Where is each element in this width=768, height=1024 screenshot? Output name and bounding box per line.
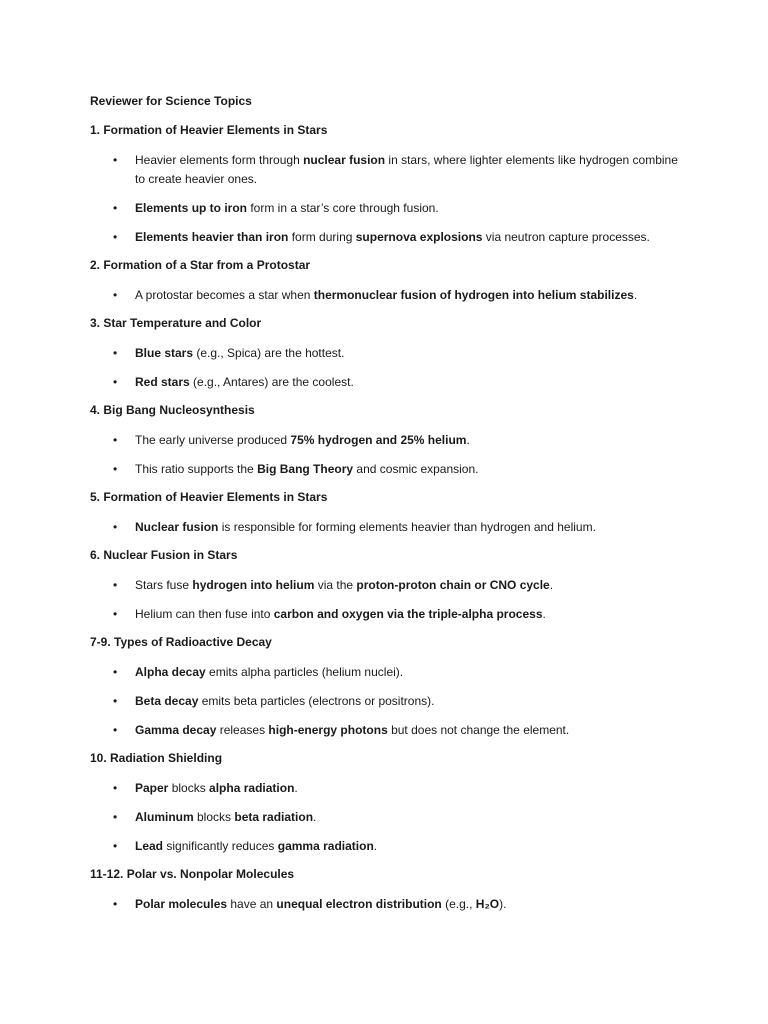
- text-run: and cosmic expansion.: [353, 462, 479, 476]
- section-heading: 4. Big Bang Nucleosynthesis: [90, 403, 255, 417]
- text-run: .: [294, 781, 298, 795]
- section-heading: 6. Nuclear Fusion in Stars: [90, 548, 238, 562]
- text-run: via neutron capture processes.: [482, 230, 650, 244]
- bold-text-run: Blue stars: [135, 346, 194, 360]
- section-heading: 2. Formation of a Star from a Protostar: [90, 258, 311, 272]
- text-run: .: [373, 839, 378, 853]
- text-run: A protostar becomes a star when: [135, 288, 314, 302]
- bold-text-run: proton-proton chain or CNO cycle: [356, 578, 550, 592]
- bold-text-run: supernova explosions: [355, 230, 483, 244]
- bullet-icon: •: [113, 462, 118, 476]
- list-item: [90, 344, 680, 363]
- bullet-icon: •: [113, 839, 118, 853]
- text-run: This ratio supports the: [135, 462, 258, 476]
- list-item: [90, 692, 680, 711]
- text-run: significantly reduces: [163, 839, 278, 853]
- bold-text-run: Paper: [135, 781, 169, 795]
- text-run: The early universe produced: [135, 433, 291, 447]
- bold-text-run: Elements heavier than iron: [135, 230, 289, 244]
- bullet-icon: •: [113, 201, 118, 215]
- text-run: .: [466, 433, 470, 447]
- text-run: is responsible for forming elements heavier than hydrogen and helium.: [218, 520, 596, 534]
- list-item: [90, 286, 680, 305]
- bullet-list: [90, 779, 680, 856]
- bold-text-run: high-energy photons: [268, 723, 388, 737]
- bullet-icon: •: [113, 230, 118, 244]
- bold-text-run: thermonuclear fusion of hydrogen into helium stabilizes: [313, 288, 634, 302]
- bullet-icon: •: [113, 723, 118, 737]
- bold-text-run: Big Bang Theory: [257, 462, 354, 476]
- bold-text-run: 75% hydrogen and 25% helium: [290, 433, 467, 447]
- bullet-list: [90, 663, 680, 740]
- list-item: [90, 228, 680, 247]
- bold-text-run: Alpha decay: [135, 665, 206, 679]
- text-run: .: [313, 810, 317, 824]
- text-run: form in a star’s core through fusion.: [247, 201, 439, 215]
- document-body: [90, 93, 680, 924]
- list-item: [90, 373, 680, 392]
- list-item: [90, 199, 680, 218]
- bold-text-run: Elements up to iron: [135, 201, 248, 215]
- bold-text-run: H₂O: [475, 897, 500, 911]
- bold-text-run: Red stars: [135, 375, 190, 389]
- section-heading: 1. Formation of Heavier Elements in Stars: [90, 123, 328, 137]
- bullet-icon: •: [113, 153, 118, 167]
- bullet-list: [90, 286, 680, 305]
- bullet-icon: •: [113, 578, 118, 592]
- bullet-icon: •: [113, 375, 118, 389]
- bold-text-run: beta radiation: [234, 810, 314, 824]
- list-item: [90, 460, 680, 479]
- bullet-icon: •: [113, 433, 118, 447]
- bullet-icon: •: [113, 346, 118, 360]
- list-item: [90, 779, 680, 798]
- bold-text-run: Polar molecules: [135, 897, 228, 911]
- text-run: blocks: [168, 781, 210, 795]
- text-run: but does not change the element.: [387, 723, 570, 737]
- section-heading: 11-12. Polar vs. Nonpolar Molecules: [90, 867, 295, 881]
- bold-text-run: Nuclear fusion: [135, 520, 219, 534]
- section-heading: 10. Radiation Shielding: [90, 751, 223, 765]
- text-run: Helium can then fuse into: [135, 607, 274, 621]
- bold-text-run: alpha radiation: [209, 781, 295, 795]
- list-item: [90, 721, 680, 740]
- text-run: .: [633, 288, 638, 302]
- bullet-icon: •: [113, 520, 118, 534]
- text-run: blocks: [193, 810, 235, 824]
- bullet-list: [90, 576, 680, 624]
- bold-text-run: unequal electron distribution: [276, 897, 442, 911]
- text-run: Heavier elements form through: [135, 153, 304, 167]
- text-run: Stars fuse: [135, 578, 193, 592]
- section-heading: 3. Star Temperature and Color: [90, 316, 262, 330]
- bullet-icon: •: [113, 810, 118, 824]
- text-run: form during: [288, 230, 356, 244]
- bold-text-run: gamma radiation: [277, 839, 374, 853]
- bullet-icon: •: [113, 781, 118, 795]
- text-run: (e.g., Antares) are the coolest.: [189, 375, 354, 389]
- bullet-list: [90, 431, 680, 479]
- list-item: [90, 808, 680, 827]
- list-item: [90, 663, 680, 682]
- text-run: (e.g., Spica) are the hottest.: [193, 346, 345, 360]
- bold-text-run: Gamma decay: [135, 723, 217, 737]
- sections-container: [90, 122, 680, 914]
- text-run: emits beta particles (electrons or positrons).: [198, 694, 435, 708]
- list-item: [90, 837, 680, 856]
- list-item: [90, 605, 680, 624]
- document-title: Reviewer for Science Topics: [90, 94, 252, 108]
- bullet-icon: •: [113, 694, 118, 708]
- bullet-icon: •: [113, 607, 118, 621]
- bold-text-run: nuclear fusion: [303, 153, 386, 167]
- bullet-icon: •: [113, 897, 118, 911]
- bold-text-run: carbon and oxygen via the triple-alpha process: [273, 607, 543, 621]
- text-run: releases: [216, 723, 269, 737]
- section-heading: 5. Formation of Heavier Elements in Stars: [90, 490, 328, 504]
- text-run: have an: [227, 897, 277, 911]
- bullet-list: [90, 344, 680, 392]
- bullet-icon: •: [113, 288, 118, 302]
- text-run: in stars, where lighter elements like hydrogen combine to create heavier ones.: [135, 153, 678, 186]
- bullet-list: [90, 151, 680, 247]
- text-run: (e.g.,: [441, 897, 476, 911]
- bullet-icon: •: [113, 665, 118, 679]
- bold-text-run: Aluminum: [135, 810, 194, 824]
- bold-text-run: Beta decay: [135, 694, 199, 708]
- text-run: .: [542, 607, 546, 621]
- text-run: .: [549, 578, 554, 592]
- bullet-list: [90, 518, 680, 537]
- bold-text-run: Lead: [135, 839, 164, 853]
- list-item: [90, 151, 680, 189]
- list-item: [90, 576, 680, 595]
- list-item: [90, 518, 680, 537]
- list-item: [90, 431, 680, 450]
- text-run: emits alpha particles (helium nuclei).: [205, 665, 404, 679]
- text-run: ).: [499, 897, 507, 911]
- bullet-list: [90, 895, 680, 914]
- bold-text-run: hydrogen into helium: [192, 578, 315, 592]
- text-run: via the: [314, 578, 357, 592]
- section-heading: 7-9. Types of Radioactive Decay: [90, 635, 272, 649]
- list-item: [90, 895, 680, 914]
